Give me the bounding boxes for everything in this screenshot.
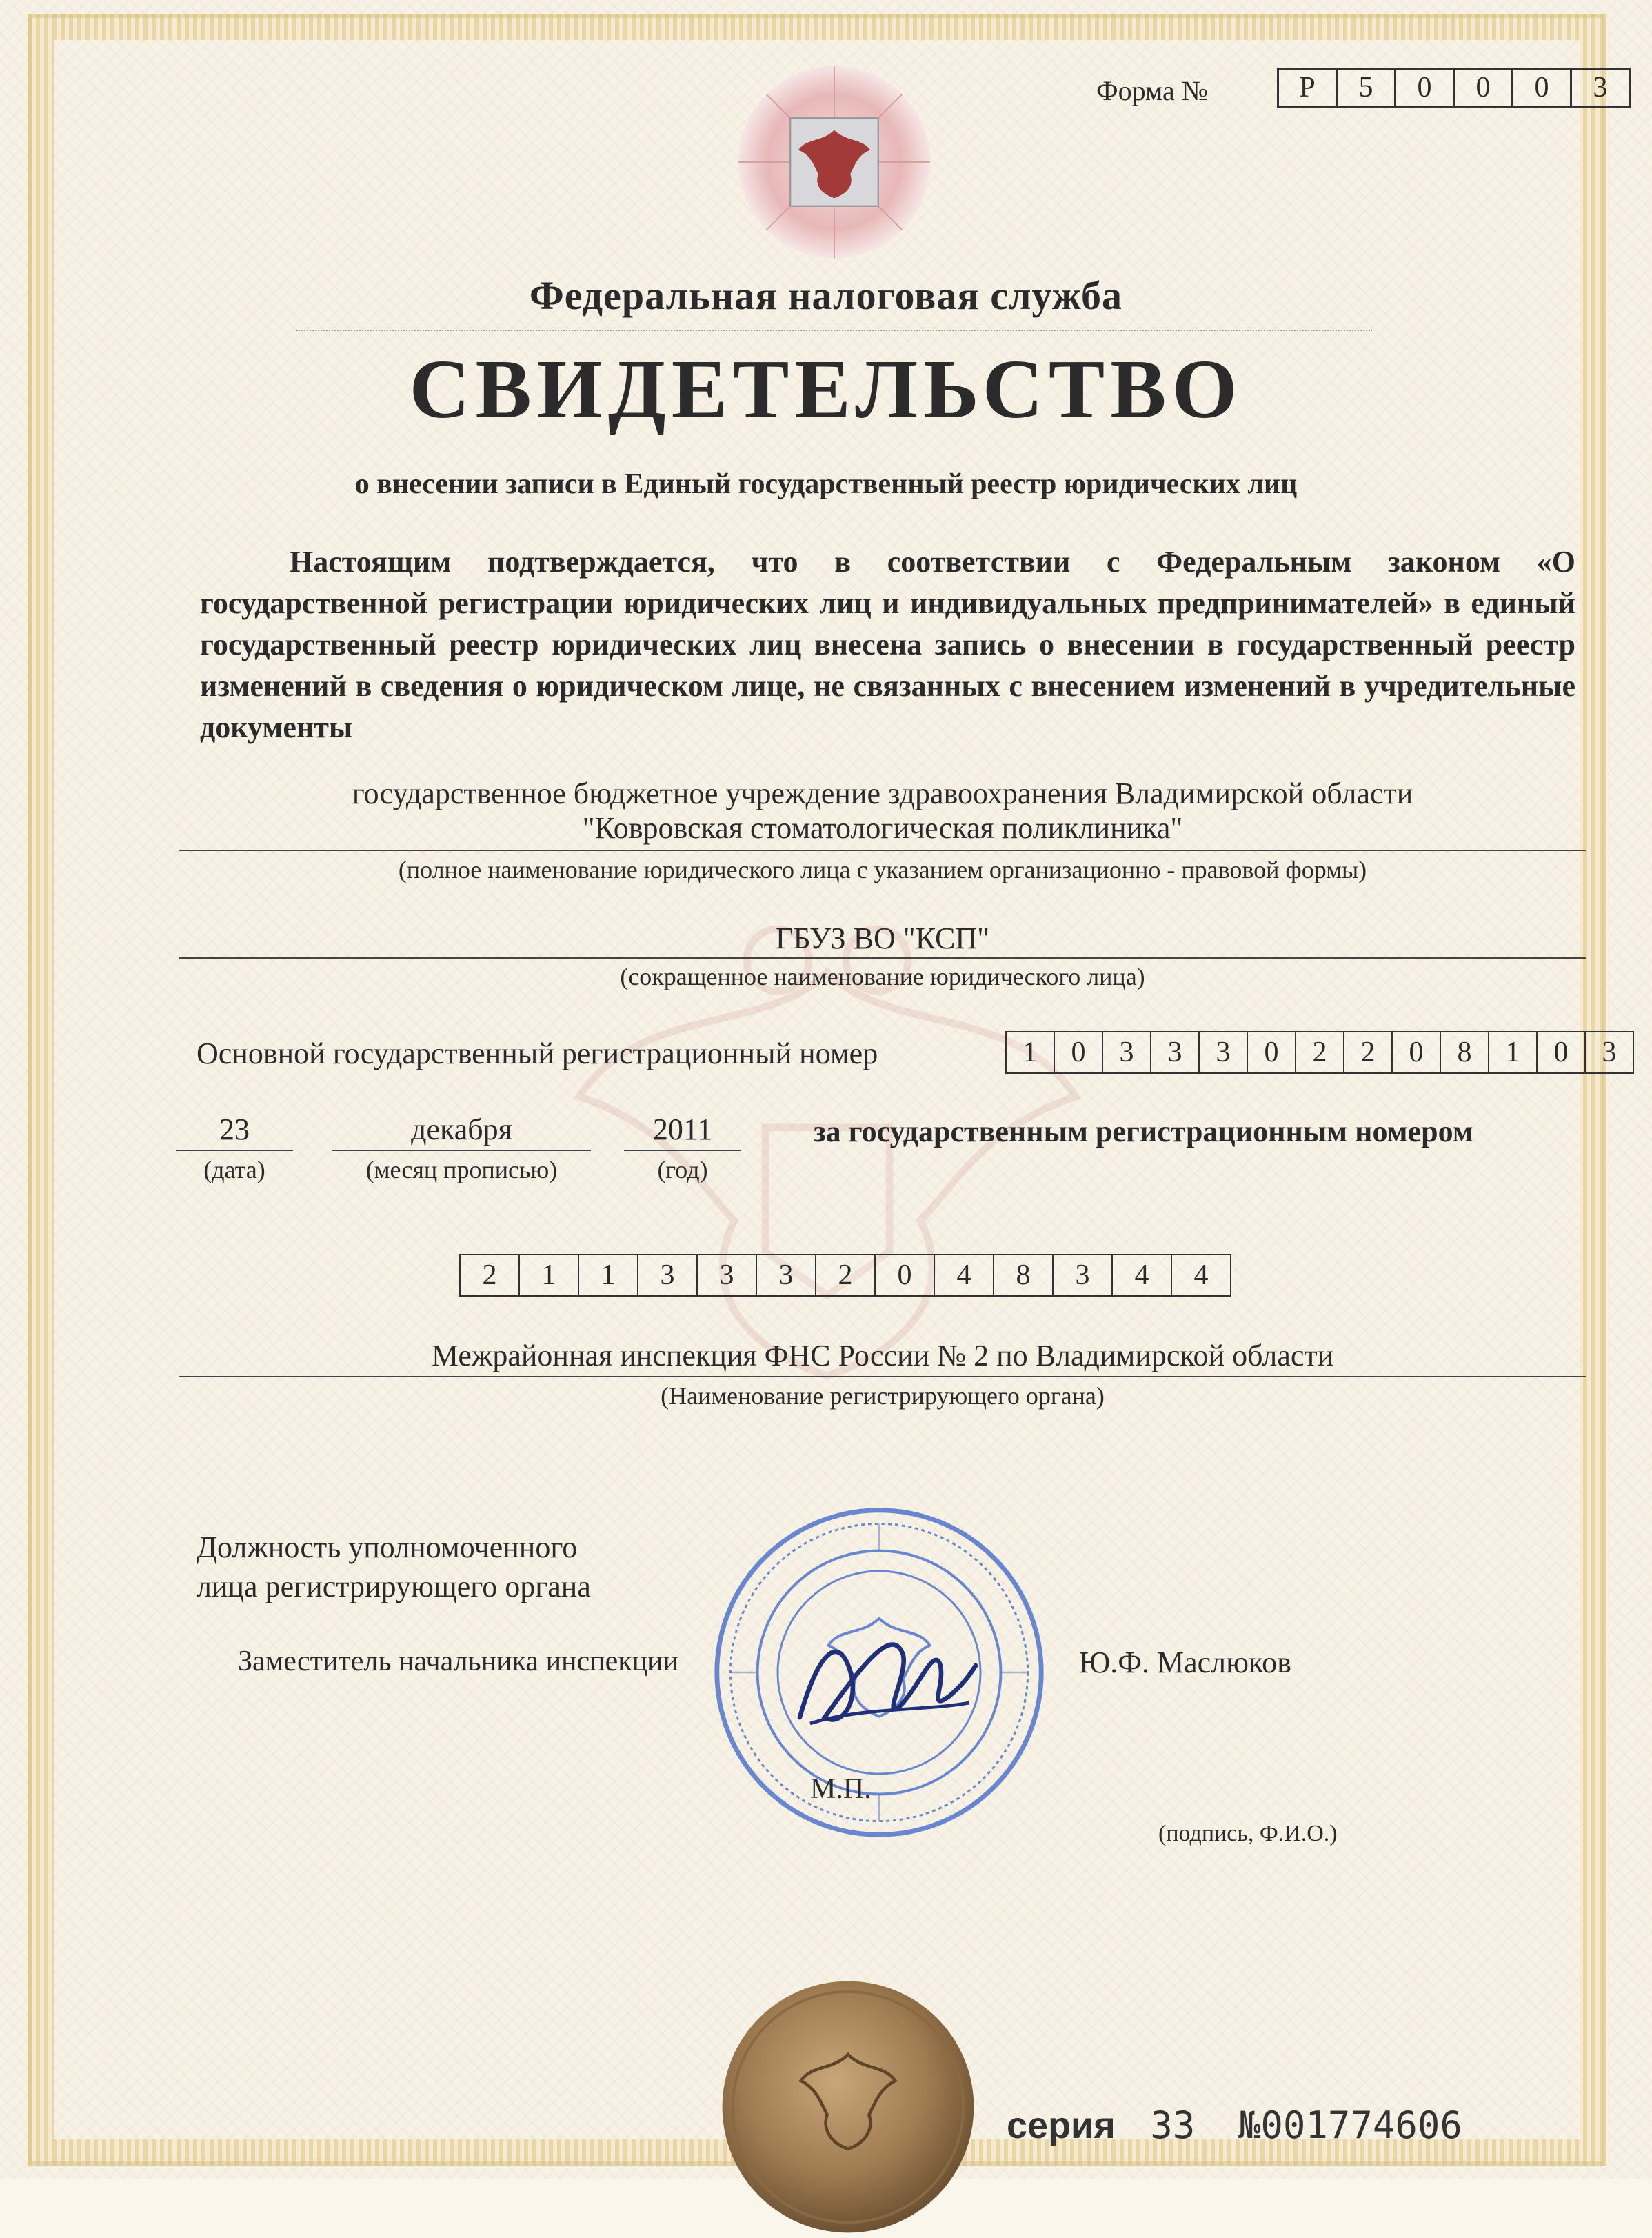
form-code-cell: 0 <box>1453 68 1513 108</box>
date-year: 2011 <box>652 1112 713 1146</box>
registering-authority-name: Межрайонная инспекция ФНС России № 2 по Владимирской области <box>431 1339 1334 1372</box>
document-title: СВИДЕТЕЛЬСТВО <box>409 343 1243 436</box>
ogrn-digit-cell: 1 <box>1488 1031 1538 1074</box>
grn-digit-cell: 4 <box>1111 1254 1172 1297</box>
ogrn-digit-cell: 0 <box>1391 1031 1441 1074</box>
form-number-label: Форма № <box>1096 75 1208 106</box>
date-month-caption: (месяц прописью) <box>365 1156 558 1183</box>
date-year-underline <box>624 1150 741 1151</box>
date-month-underline <box>332 1150 591 1151</box>
series-code: 33 <box>1150 2104 1196 2147</box>
org-short-name-underline <box>179 957 1586 959</box>
org-short-name-caption: (сокращенное наименование юридического лица) <box>620 963 1145 990</box>
series-number <box>1007 2104 1462 2147</box>
form-code-cell: 0 <box>1394 68 1455 108</box>
position-label-line2: лица регистрирующего органа <box>197 1570 591 1603</box>
grn-digit-cell: 3 <box>1052 1254 1113 1297</box>
grn-digit-cell: 3 <box>637 1254 698 1297</box>
grn-digit-cell: 2 <box>459 1254 520 1297</box>
signatory-name: Ю.Ф. Маслюков <box>1079 1646 1291 1679</box>
certification-paragraph: Настоящим подтверждается, что в соответствии с Федеральным законом «О государственной регистрации юридических лиц и индивидуальных предпринимателей» в единый государственный реестр юридических лиц внесена запись о внесении в государственный реестр изменений в сведения о юридическом лице, не связанных с внесением изменений в учредительные документы <box>200 545 1575 744</box>
grn-intro-text: за государственным регистрационным номером <box>814 1115 1473 1148</box>
ogrn-digit-cell: 3 <box>1584 1031 1634 1074</box>
grn-digit-cell: 4 <box>934 1254 994 1297</box>
serial-number: №001774606 <box>1238 2104 1462 2147</box>
form-number-boxes <box>1279 68 1631 108</box>
ogrn-boxes <box>1007 1031 1634 1074</box>
grn-digit-cell: 1 <box>578 1254 638 1297</box>
position-label-line1: Должность уполномоченного <box>197 1530 578 1564</box>
ogrn-digit-cell: 3 <box>1198 1031 1248 1074</box>
bronze-seal-icon <box>717 1976 979 2238</box>
org-full-name-caption: (полное наименование юридического лица с указанием организационно - правовой формы) <box>398 856 1367 883</box>
form-code-cell: 5 <box>1336 68 1396 108</box>
stamp-place-label: М.П. <box>810 1773 872 1805</box>
form-code-cell: 0 <box>1511 68 1572 108</box>
ogrn-digit-cell: 0 <box>1054 1031 1103 1074</box>
grn-digit-cell: 4 <box>1171 1254 1231 1297</box>
series-label: серия <box>1007 2105 1116 2146</box>
org-full-name-line2: "Ковровская стоматологическая поликлиника" <box>582 811 1183 845</box>
registering-authority-underline <box>179 1376 1586 1377</box>
ogrn-digit-cell: 8 <box>1440 1031 1489 1074</box>
document-subtitle: о внесении записи в Единый государственный реестр юридических лиц <box>354 468 1298 500</box>
grn-digit-cell: 8 <box>993 1254 1054 1297</box>
ogrn-digit-cell: 3 <box>1102 1031 1151 1074</box>
date-day: 23 <box>219 1112 250 1146</box>
grn-digit-cell: 1 <box>518 1254 579 1297</box>
date-year-caption: (год) <box>657 1156 708 1183</box>
form-code-cell: 3 <box>1570 68 1631 108</box>
ogrn-digit-cell: 0 <box>1247 1031 1296 1074</box>
state-emblem-hologram-icon <box>734 62 934 262</box>
signatory-position: Заместитель начальника инспекции <box>238 1646 679 1677</box>
ogrn-digit-cell: 0 <box>1536 1031 1586 1074</box>
handwritten-signature-icon <box>779 1600 986 1752</box>
date-month: декабря <box>411 1112 512 1146</box>
date-day-caption: (дата) <box>203 1156 265 1183</box>
org-short-name: ГБУЗ ВО "КСП" <box>775 921 990 955</box>
agency-divider <box>296 330 1372 331</box>
registering-authority-caption: (Наименование регистрирующего органа) <box>661 1382 1105 1410</box>
org-full-name-underline <box>179 850 1586 851</box>
grn-digit-cell: 3 <box>696 1254 757 1297</box>
ogrn-digit-cell: 1 <box>1005 1031 1055 1074</box>
ogrn-digit-cell: 2 <box>1295 1031 1344 1074</box>
org-full-name-line1: государственное бюджетное учреждение здравоохранения Владимирской области <box>352 777 1413 810</box>
agency-name: Федеральная налоговая служба <box>529 273 1123 318</box>
grn-digit-cell: 2 <box>815 1254 876 1297</box>
ogrn-digit-cell: 3 <box>1150 1031 1200 1074</box>
grn-digit-cell: 0 <box>874 1254 935 1297</box>
grn-digit-cell: 3 <box>756 1254 816 1297</box>
form-code-cell: Р <box>1277 68 1338 108</box>
date-day-underline <box>176 1150 293 1151</box>
signature-caption: (подпись, Ф.И.О.) <box>1158 1821 1338 1846</box>
grn-boxes <box>461 1254 1231 1297</box>
ogrn-label: Основной государственный регистрационный номер <box>197 1037 878 1070</box>
ogrn-digit-cell: 2 <box>1343 1031 1393 1074</box>
